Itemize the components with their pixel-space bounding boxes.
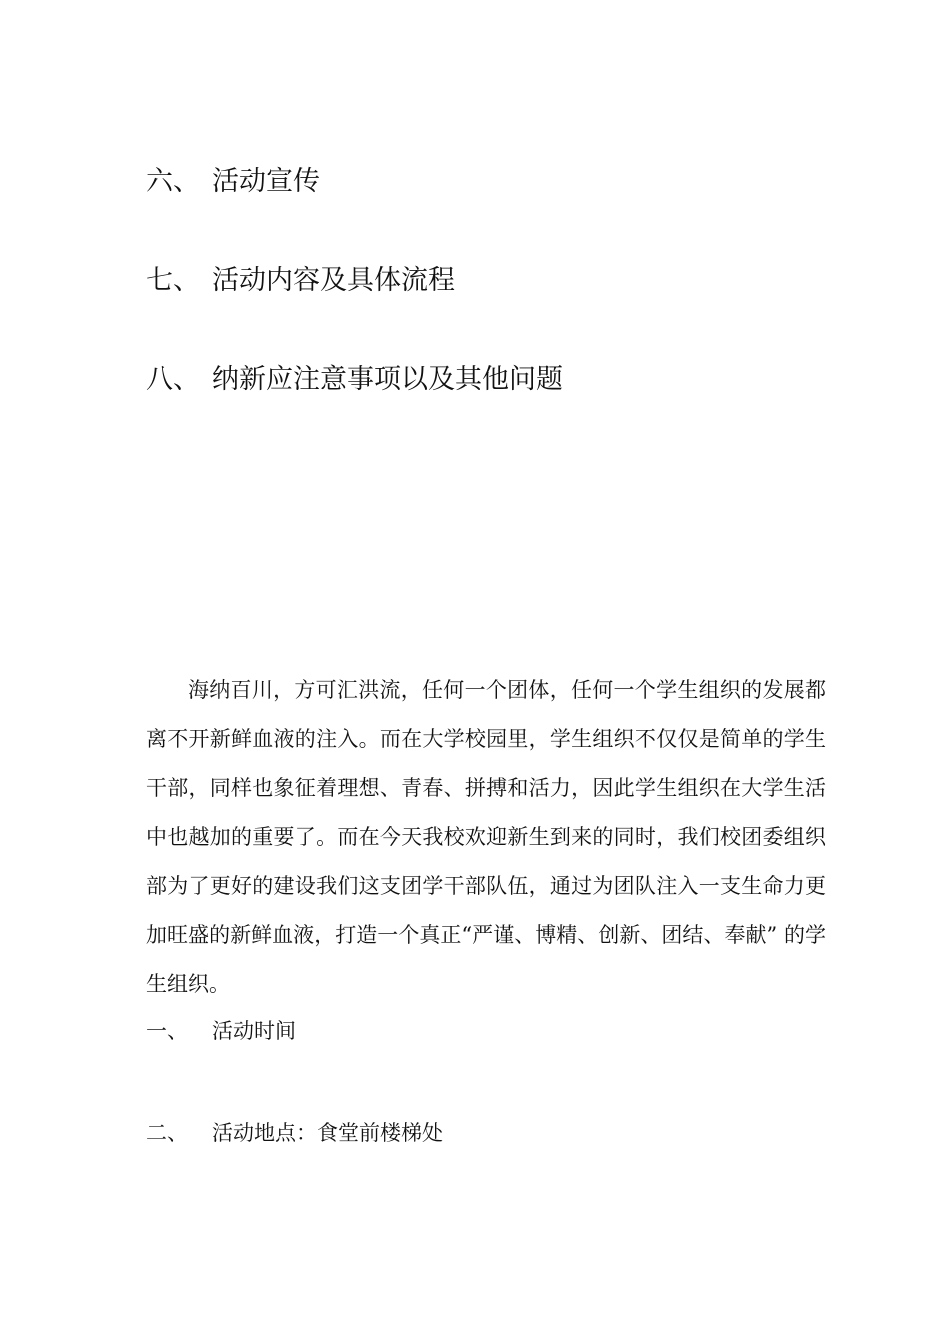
- outline-title: 活动内容及具体流程: [212, 265, 455, 296]
- outline-heading-6: [146, 166, 320, 198]
- section-title: 活动时间: [212, 1019, 296, 1043]
- outline-number: 七、: [146, 265, 200, 296]
- outline-number: 八、: [146, 364, 200, 395]
- section-title: 活动地点：食堂前楼梯处: [212, 1121, 443, 1145]
- section-item-location: [146, 1120, 443, 1146]
- section-item-time: [146, 1018, 296, 1044]
- outline-heading-7: [146, 265, 455, 297]
- outline-number: 六、: [146, 166, 200, 197]
- outline-title: 纳新应注意事项以及其他问题: [212, 364, 563, 395]
- intro-paragraph: 海纳百川，方可汇洪流，任何一个团体，任何一个学生组织的发展都离不开新鲜血液的注入。而在大学校园里，学生组织不仅仅是简单的学生干部，同样也象征着理想、青春、拼搏和活力，因此学生组织在大学生活中也越加的重要了。而在今天我校欢迎新生到来的同时，我们校团委组织部为了更好的建设我们这支团学干部队伍，通过为团队注入一支生命力更加旺盛的新鲜血液，打造一个真正“严谨、博精、创新、团结、奉献” 的学生组织。: [146, 678, 826, 996]
- outline-title: 活动宣传: [212, 166, 320, 197]
- section-number: 二、: [146, 1121, 188, 1145]
- section-number: 一、: [146, 1019, 188, 1043]
- outline-heading-8: [146, 364, 563, 396]
